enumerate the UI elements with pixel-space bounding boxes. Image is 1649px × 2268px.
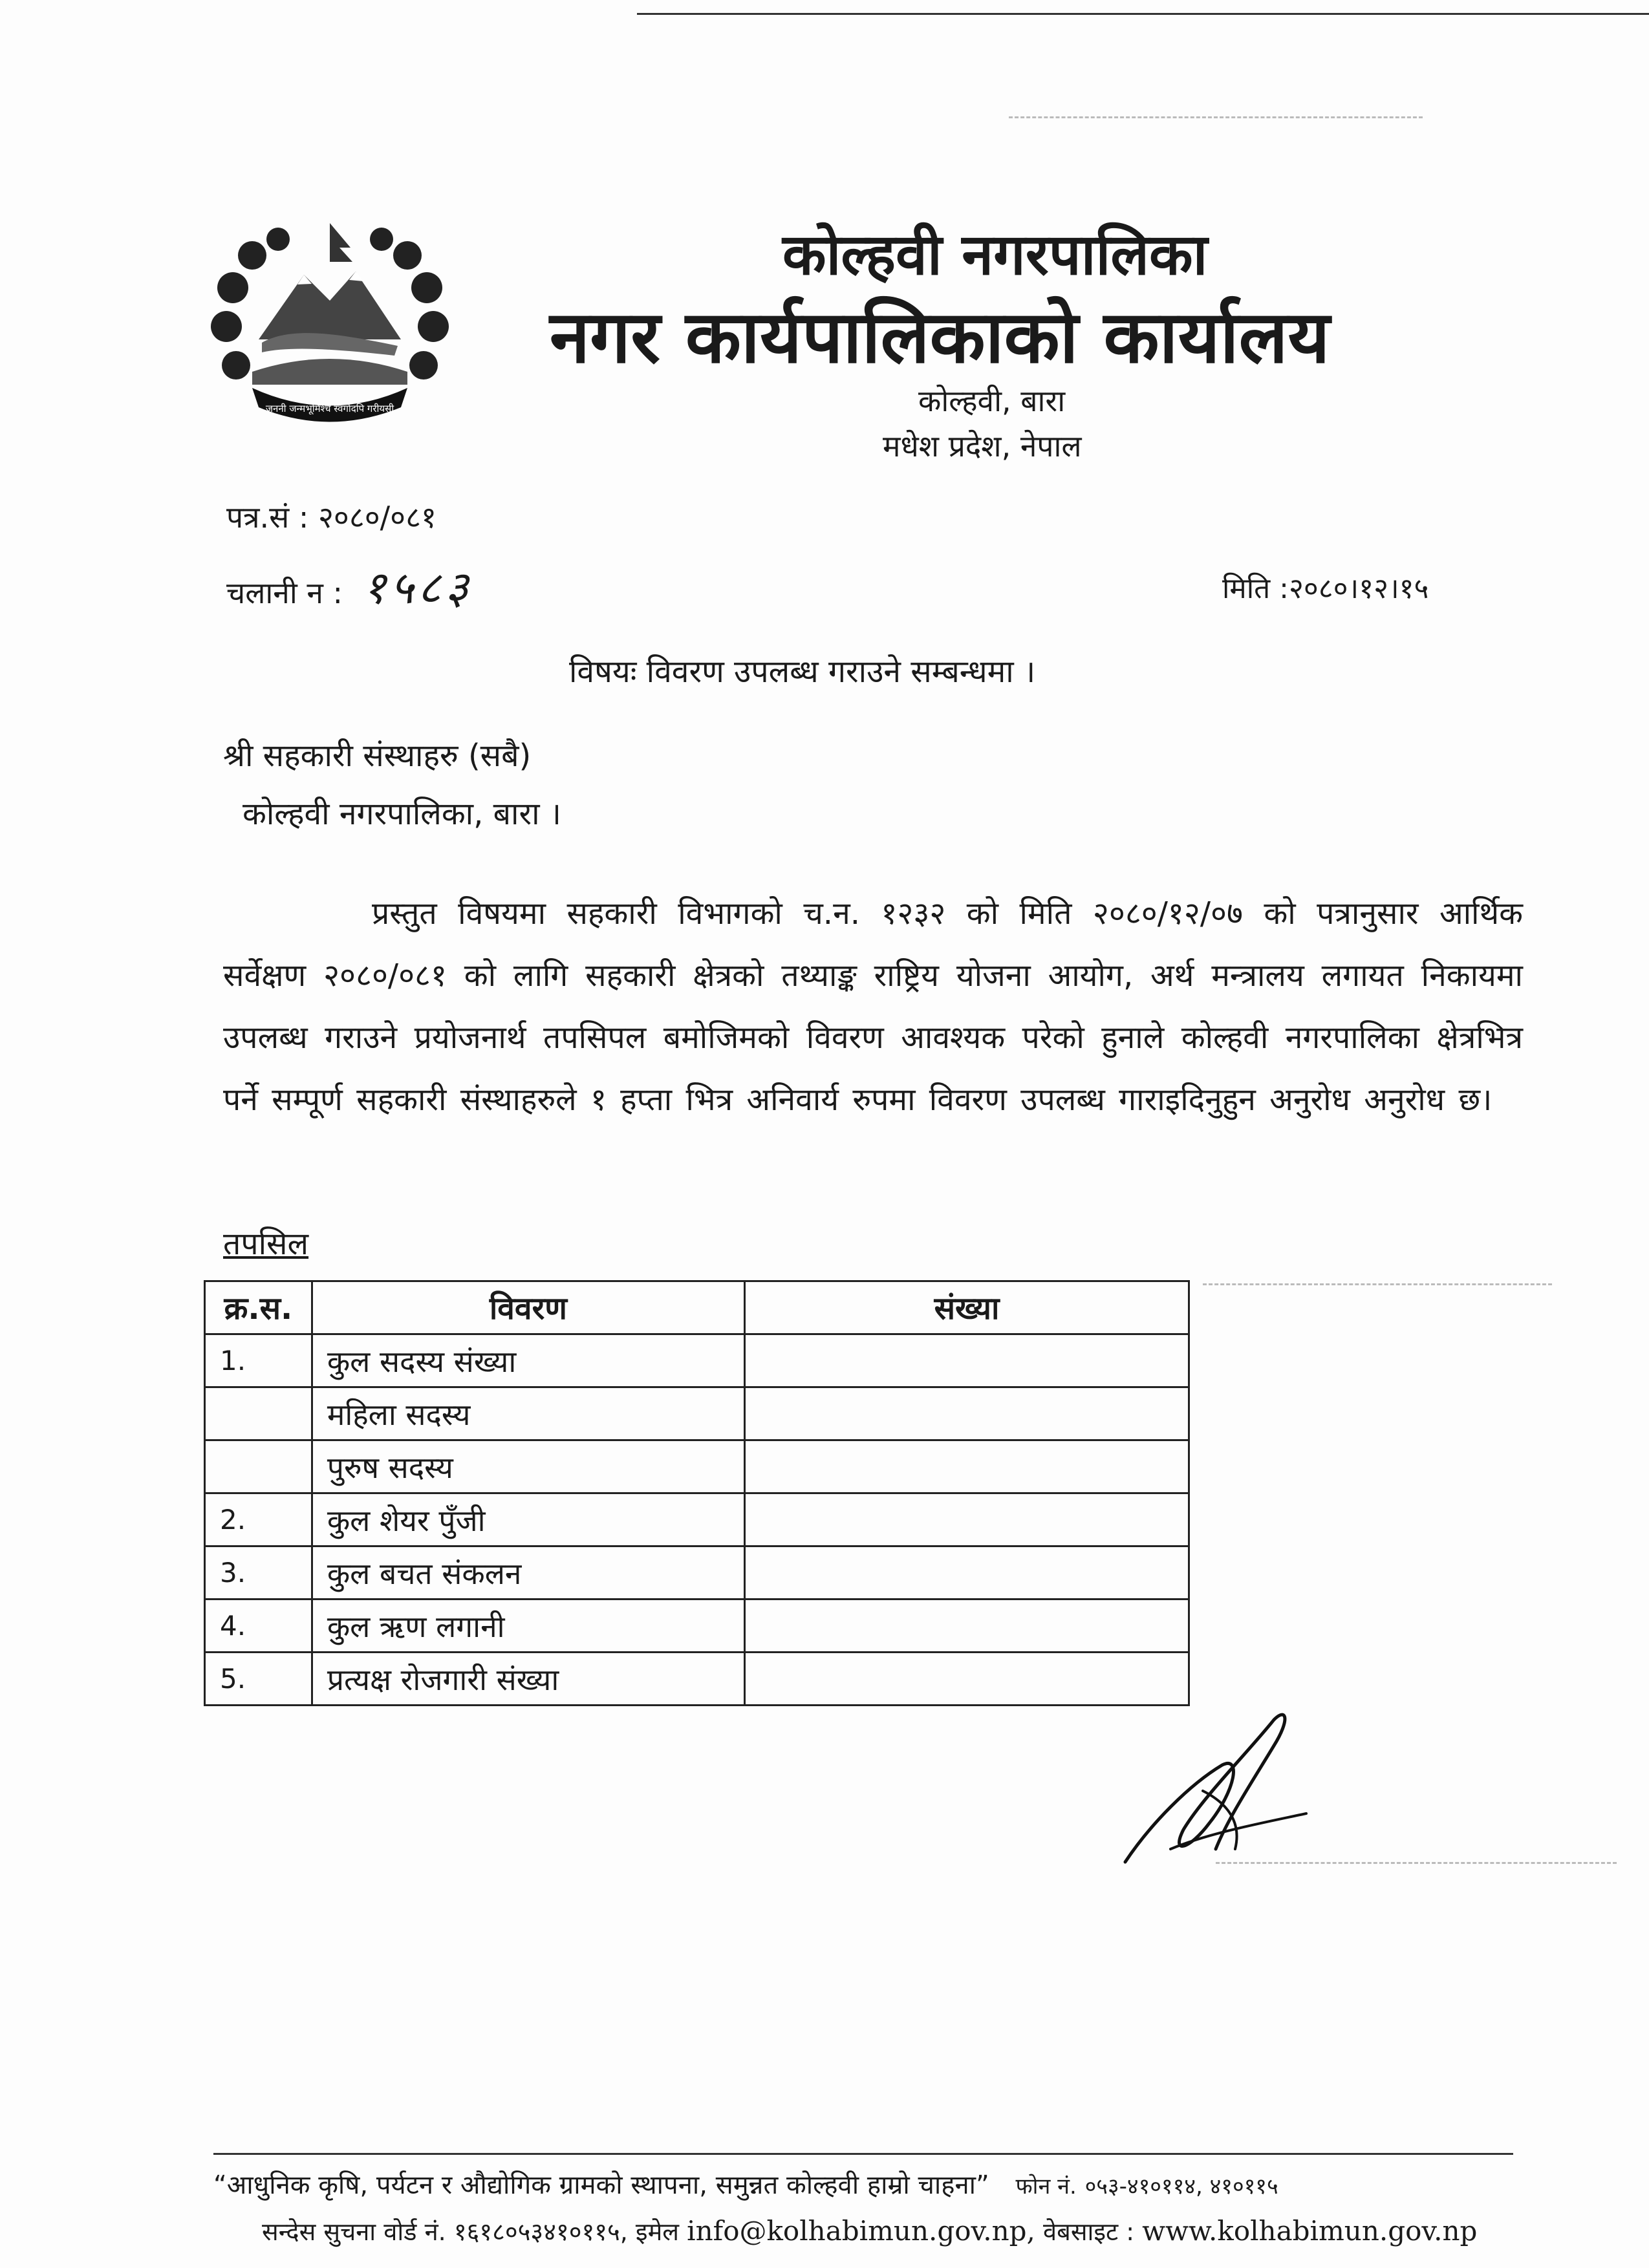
row-desc: कुल सदस्य संख्या: [312, 1334, 744, 1387]
scan-dash: [1203, 1283, 1552, 1285]
patra-label: पत्र.सं :: [226, 500, 309, 535]
letter-subject: विषयः विवरण उपलब्ध गराउने सम्बन्धमा ।: [569, 654, 1036, 690]
row-count: [744, 1599, 1189, 1653]
col-header-sn: क्र.स.: [205, 1281, 312, 1334]
table-header-row: [205, 1281, 1189, 1334]
row-count: [744, 1493, 1189, 1546]
table-row: [205, 1653, 1189, 1706]
row-desc: प्रत्यक्ष रोजगारी संख्या: [312, 1653, 744, 1706]
row-desc: कुल शेयर पुँजी: [312, 1493, 744, 1546]
municipality-name: कोल्हवी नगरपालिका: [782, 221, 1208, 288]
board-value: १६१८०५३४१०११५,: [453, 2218, 628, 2246]
table-row: [205, 1334, 1189, 1387]
email-label: इमेल: [635, 2218, 680, 2246]
tapsil-heading: तपसिल: [223, 1226, 309, 1262]
row-sn: 3.: [205, 1546, 312, 1599]
table-row: [205, 1599, 1189, 1653]
table-row: [205, 1493, 1189, 1546]
website-link[interactable]: www.kolhabimun.gov.np: [1142, 2215, 1478, 2247]
row-sn: 4.: [205, 1599, 312, 1653]
table-row: [205, 1440, 1189, 1493]
row-count: [744, 1546, 1189, 1599]
row-sn: 2.: [205, 1493, 312, 1546]
footer-slogan-line: [213, 2166, 1278, 2201]
col-header-count: संख्या: [744, 1281, 1189, 1334]
address-line-1: कोल्हवी, बारा: [918, 383, 1066, 418]
chalani-label: चलानी न :: [226, 575, 343, 610]
col-header-desc: विवरण: [312, 1281, 744, 1334]
chalani-value: १५८३: [362, 561, 473, 614]
top-rule: [637, 13, 1649, 15]
chalani-number: [226, 555, 472, 617]
row-sn: 5.: [205, 1653, 312, 1706]
footer-rule: [213, 2153, 1513, 2155]
signature: [1112, 1694, 1319, 1888]
footer-contact-line: [262, 2214, 1477, 2248]
table-row: [205, 1546, 1189, 1599]
row-desc: कुल ऋण लगानी: [312, 1599, 744, 1653]
addressee-line-2: कोल्हवी नगरपालिका, बारा ।: [242, 796, 561, 832]
website-label: वेबसाइट :: [1043, 2218, 1135, 2246]
patra-sankhya: [226, 497, 436, 537]
patra-value: २०८०/०८१: [318, 500, 436, 535]
office-name: नगर कार्यपालिकाको कार्यालय: [550, 295, 1330, 380]
row-count: [744, 1440, 1189, 1493]
row-count: [744, 1334, 1189, 1387]
nepal-emblem-icon: [207, 217, 453, 430]
row-desc: कुल बचत संकलन: [312, 1546, 744, 1599]
letter-body: प्रस्तुत विषयमा सहकारी विभागको च.न. १२३२ को मिति २०८०/१२/०७ को पत्रानुसार आर्थिक सर्वेक्षण २०८०/०८१ को लागि सहकारी क्षेत्रको तथ्याङ्क राष्ट्रिय योजना आयोग, अर्थ मन्त्रालय लगायत निकायमा उपलब्ध गराउने प्रयोजनार्थ तपसिपल बमोजिमको विवरण आवश्यक परेको हुनाले कोल्हवी नगरपालिका क्षेत्रभित्र पर्ने सम्पूर्ण सहकारी संस्थाहरुले १ हप्ता भित्र अनिवार्य रुपमा विवरण उपलब्ध गाराइदिनुहुन अनुरोध अनुरोध छ।: [223, 895, 1523, 1118]
date-value: २०८०।१२।१५: [1289, 572, 1429, 605]
row-count: [744, 1387, 1189, 1440]
phone-value: ०५३-४१०११४, ४१०११५: [1084, 2174, 1278, 2199]
board-label: सन्देस सुचना वोर्ड नं.: [262, 2218, 446, 2246]
row-sn: 1.: [205, 1334, 312, 1387]
addressee-line-1: श्री सहकारी संस्थाहरु (सबै): [223, 738, 532, 774]
footer-slogan: “आधुनिक कृषि, पर्यटन र औद्योगिक ग्रामको स्थापना, समुन्नत कोल्हवी हाम्रो चाहना”: [213, 2170, 989, 2200]
details-table: [204, 1280, 1190, 1706]
phone-label: फोन नं.: [1015, 2174, 1077, 2199]
row-sn: [205, 1387, 312, 1440]
date-label: मिति :: [1222, 572, 1289, 605]
email-link[interactable]: info@kolhabimun.gov.np,: [687, 2215, 1035, 2247]
scan-dash: [1009, 116, 1423, 118]
table-row: [205, 1387, 1189, 1440]
emblem-motto: जननी जन्मभूमिश्च स्वर्गादपि गरीयसी: [265, 403, 394, 414]
address-line-2: मधेश प्रदेश, नेपाल: [883, 429, 1082, 464]
letter-date: [1222, 568, 1428, 606]
row-desc: महिला सदस्य: [312, 1387, 744, 1440]
row-sn: [205, 1440, 312, 1493]
row-desc: पुरुष सदस्य: [312, 1440, 744, 1493]
